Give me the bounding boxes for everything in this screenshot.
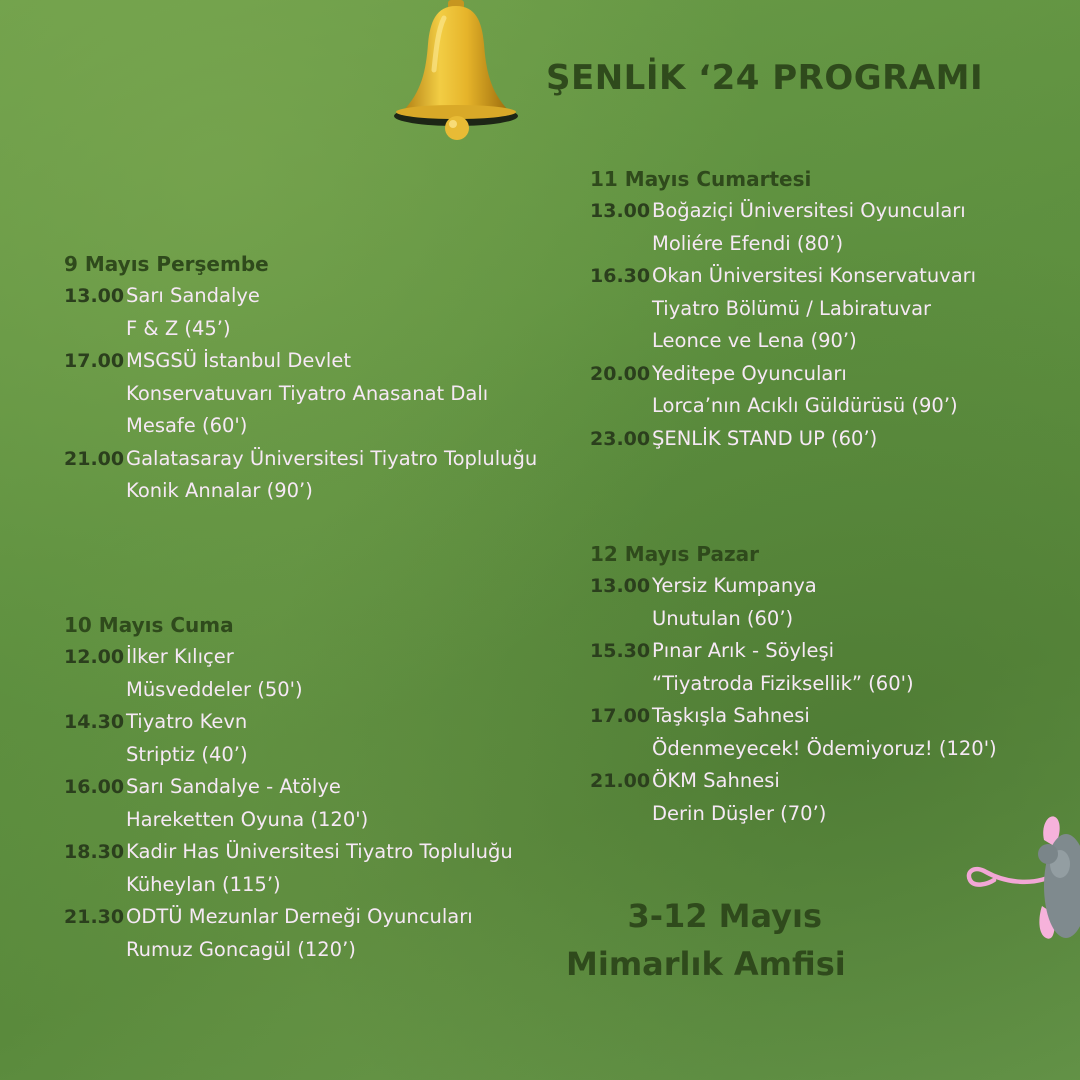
event-line: Derin Düşler (70’): [652, 801, 827, 825]
day-heading: 9 Mayıs Perşembe: [64, 252, 269, 276]
event-line: Leonce ve Lena (90’): [652, 329, 857, 352]
event-line: Boğaziçi Üniversitesi Oyuncuları: [652, 199, 966, 222]
event-line: ŞENLİK STAND UP (60’): [652, 426, 878, 450]
event: [590, 423, 976, 456]
event-line: Sarı Sandalye: [126, 284, 260, 307]
event-line: Pınar Arık - Söyleşi: [652, 639, 835, 662]
event-line: Hareketten Oyuna (120'): [126, 807, 369, 831]
event-line: İlker Kılıçer: [126, 645, 234, 668]
day-heading: 10 Mayıs Cuma: [64, 613, 234, 637]
event-time: 17.00: [590, 705, 651, 727]
venue-info: [566, 892, 846, 988]
event-time: 18.30: [64, 841, 125, 863]
event-details: [126, 771, 368, 836]
event-line: ÖKM Sahnesi: [652, 769, 780, 792]
event-line: MSGSÜ İstanbul Devlet: [126, 349, 351, 372]
event: [64, 345, 537, 443]
event-line: Yeditepe Oyuncuları: [652, 361, 847, 385]
page-title: ŞENLİK ‘24 PROGRAMI: [546, 58, 984, 98]
event-time: 23.00: [590, 427, 651, 450]
event: [590, 765, 997, 830]
event-line: Mesafe (60'): [126, 414, 248, 437]
event-line: Lorca’nın Acıklı Güldürüsü (90’): [652, 394, 958, 417]
event-time: 21.30: [64, 906, 125, 928]
event: [590, 700, 997, 765]
event-details: [126, 443, 537, 508]
event-line: Tiyatro Kevn: [126, 710, 248, 733]
event-time: 12.00: [64, 646, 125, 668]
event: [590, 635, 997, 700]
event: [64, 836, 513, 901]
mouse-icon: [964, 810, 1080, 956]
event: [64, 901, 513, 966]
event-time: 17.00: [64, 350, 125, 372]
event-details: [652, 358, 958, 423]
event-line: Kadir Has Üniversitesi Tiyatro Topluluğu: [126, 840, 513, 863]
event-line: Konservatuvarı Tiyatro Anasanat Dalı: [126, 381, 489, 405]
event-line: Taşkışla Sahnesi: [652, 704, 810, 727]
festival-dates: 3-12 Mayıs: [627, 897, 822, 935]
event-line: Striptiz (40’): [126, 742, 248, 766]
event-details: [126, 706, 248, 771]
event-line: Ödenmeyecek! Ödemiyoruz! (120'): [652, 736, 997, 760]
event-details: [652, 700, 997, 765]
event-details: [652, 765, 826, 830]
event-time: 13.00: [590, 575, 651, 597]
event-line: Okan Üniversitesi Konservatuvarı: [652, 264, 977, 287]
event-details: [126, 836, 513, 901]
event-details: [126, 280, 260, 345]
event: [590, 570, 997, 635]
event: [64, 280, 537, 345]
event-details: [126, 641, 303, 706]
event-line: Küheylan (115’): [126, 872, 281, 896]
event-details: [652, 570, 817, 635]
event: [64, 443, 537, 508]
event-line: Müsveddeler (50'): [126, 677, 303, 701]
bell-icon: [388, 0, 524, 144]
event-time: 13.00: [64, 285, 125, 307]
day-heading: 11 Mayıs Cumartesi: [590, 167, 812, 191]
event: [64, 706, 513, 771]
event-line: Yersiz Kumpanya: [652, 574, 817, 597]
event-line: Sarı Sandalye - Atölye: [126, 775, 341, 798]
event-line: Tiyatro Bölümü / Labiratuvar: [652, 296, 932, 320]
event-line: ODTÜ Mezunlar Derneği Oyuncuları: [126, 905, 473, 928]
event-details: [652, 423, 877, 456]
event-time: 13.00: [590, 200, 651, 222]
event-details: [126, 345, 488, 443]
event-line: Galatasaray Üniversitesi Tiyatro Topluluğu: [126, 446, 538, 470]
event-line: Konik Annalar (90’): [126, 479, 313, 502]
event-time: 14.30: [64, 711, 125, 733]
event-line: F & Z (45’): [126, 316, 231, 340]
event-line: Rumuz Goncagül (120’): [126, 937, 356, 961]
event-details: [126, 901, 473, 966]
event-details: [652, 635, 914, 700]
festival-location: Mimarlık Amfisi: [566, 945, 846, 983]
event: [590, 358, 976, 423]
event-time: 16.30: [590, 265, 651, 287]
day-block-3: [590, 167, 976, 455]
event-time: 20.00: [590, 362, 651, 385]
event-details: [652, 195, 966, 260]
event-line: “Tiyatroda Fiziksellik” (60'): [652, 671, 914, 695]
event: [590, 260, 976, 358]
event-time: 15.30: [590, 640, 651, 662]
event: [64, 641, 513, 706]
day-heading: 12 Mayıs Pazar: [590, 542, 759, 566]
event-line: Unutulan (60’): [652, 606, 794, 630]
event: [64, 771, 513, 836]
day-block-4: [590, 542, 997, 830]
event-details: [652, 260, 976, 358]
event: [590, 195, 976, 260]
day-block-1: [64, 252, 537, 508]
day-block-2: [64, 613, 513, 966]
event-line: Moliére Efendi (80’): [652, 231, 844, 255]
event-time: 16.00: [64, 776, 125, 798]
event-time: 21.00: [64, 447, 125, 470]
event-time: 21.00: [590, 770, 651, 792]
